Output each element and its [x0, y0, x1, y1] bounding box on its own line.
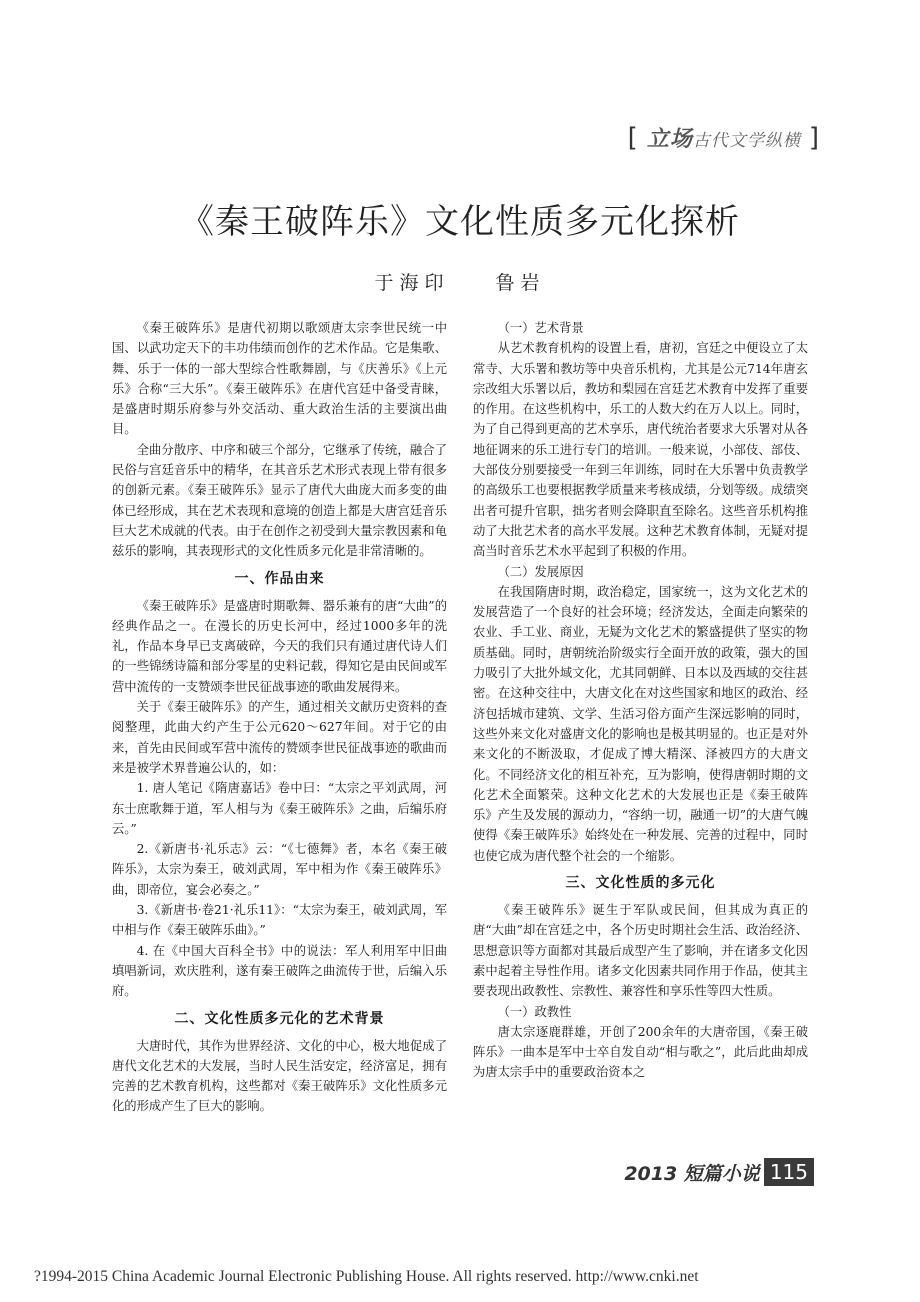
- body-paragraph: 《秦王破阵乐》是唐代初期以歌颂唐太宗李世民统一中国、以武功定天下的丰功伟绩而创作的艺术作品。它是集歌、舞、乐于一体的一部大型综合性歌舞剧，与《庆善乐》《上元乐》合称“三大乐”。《秦王破阵乐》在唐代宫廷中备受青睐，是盛唐时期乐府参与外交活动、重大政治生活的主要演出曲目。: [112, 321, 447, 437]
- body-paragraph: 1. 唐人笔记《隋唐嘉话》卷中曰：“太宗之平刘武周，河东士庶歌舞于道，军人相与为《秦王破阵乐》之曲，后编乐府云。”: [112, 781, 447, 836]
- author-name: 于海印: [374, 272, 450, 294]
- body-paragraph: 4. 在《中国大百科全书》中的说法：军人利用军中旧曲填唱新词，欢庆胜利，遂有秦王破阵之曲流传于世，后编入乐府。: [112, 943, 447, 999]
- header-category: 古代文学纵横: [692, 131, 801, 151]
- subsection-heading: （一）艺术背景: [497, 321, 584, 335]
- header-bracket-open: [: [627, 123, 639, 153]
- right-column: [473, 318, 808, 1083]
- body-paragraph: 《秦王破阵乐》是盛唐时期歌舞、器乐兼有的唐“大曲”的经典作品之一。在漫长的历史长河中，经过1000多年的洗礼，作品本身早已支离破碎，今天的我们只有通过唐代诗人们的一些锦绣诗篇和部分零星的史料记载，得知它是由民间或军营中流传的一支赞颂李世民征战事迹的歌曲发展得来。: [112, 598, 447, 694]
- column-header: [628, 122, 820, 153]
- section-heading: 二、文化性质多元化的艺术背景: [174, 1010, 385, 1027]
- header-brand: 立场: [646, 127, 693, 152]
- article-title: 《秦王破阵乐》文化性质多元化探析: [180, 202, 740, 242]
- article-authors: [0, 268, 920, 295]
- section-heading: 一、作品由来: [234, 570, 325, 587]
- subsection-heading: （二）发展原因: [497, 564, 584, 579]
- body-paragraph: 关于《秦王破阵乐》的产生，通过相关文献历史资料的查阅整理，此曲大约产生于公元620～627年间。对于它的由来，首先由民间或军营中流传的赞颂李世民征战事迹的歌曲而来是被学术界普遍公认的，如：: [112, 700, 447, 775]
- body-paragraph: 唐太宗逐鹿群雄，开创了200余年的大唐帝国，《秦王破阵乐》一曲本是军中士卒自发自动“相与歌之”，此后此曲却成为唐太宗手中的重要政治资本之: [473, 1024, 808, 1080]
- copyright-line: ?1994-2015 China Academic Journal Electronic Publishing House. All rights reserved. http://www.cnki.net: [34, 1268, 699, 1285]
- left-column: [112, 318, 447, 1117]
- body-paragraph: 3.《新唐书·卷21·礼乐11》：“太宗为秦王，破刘武周，军中相与作《秦王破阵乐曲》。”: [112, 903, 447, 938]
- header-bracket-close: ]: [808, 123, 820, 153]
- body-paragraph: 2.《新唐书·礼乐志》云：“《七德舞》者，本名《秦王破阵乐》，太宗为秦王，破刘武周，军中相为作《秦王破阵乐》曲，即帝位，宴会必奏之。”: [112, 842, 447, 897]
- journal-footer: [624, 1157, 814, 1187]
- body-paragraph: 《秦王破阵乐》诞生于军队或民间，但其成为真正的唐“大曲”却在宫廷之中，各个历史时期社会生活、政治经济、思想意识等方面都对其最后成型产生了影响，并在诸多文化因素中起着主导性作用。诸多文化因素共同作用于作品，使其主要表现出政教性、宗教性、兼容性和享乐性等四大性质。: [473, 903, 808, 999]
- body-paragraph: 全曲分散序、中序和破三个部分，它继承了传统，融合了民俗与宫廷音乐中的精华，在其音乐艺术形式表现上带有很多的创新元素。《秦王破阵乐》显示了唐代大曲庞大而多变的曲体已经形成，其在艺术表现和意境的创造上都是大唐宫廷音乐巨大艺术成就的代表。由于在创作之初受到大量宗教因素和龟兹乐的影响，其表现形式的文化性质多元化是非常清晰的。: [112, 442, 447, 559]
- section-heading: 三、文化性质的多元化: [565, 875, 716, 892]
- page-number: 115: [764, 1158, 814, 1186]
- body-paragraph: 大唐时代，其作为世界经济、文化的中心，极大地促成了唐代文化艺术的大发展，当时人民生活安定，经济富足，拥有完善的艺术教育机构，这些都对《秦王破阵乐》文化性质多元化的形成产生了巨大的影响。: [112, 1038, 447, 1114]
- body-paragraph: 从艺术教育机构的设置上看，唐初，宫廷之中便设立了太常寺、大乐署和教坊等中央音乐机构，尤其是公元714年唐玄宗改组大乐署以后，教坊和梨园在宫廷艺术教育中发挥了重要的作用。在这些机构中，乐工的人数大约在万人以上。同时，为了自己得到更高的艺术享乐，唐代统治者要求大乐署对从各地征调来的乐工进行专门的培训。一般来说，小部伎、部伎、大部伎分别要接受一年到三年训练，同时在大乐署中负责教学的高级乐工也要根据教学质量来考核成绩，分划等级。成绩突出者可提升官职，拙劣者则会降职直至除名。这些音乐机构推动了大批艺术者的高水平发展。这种艺术教育体制，无疑对提高当时音乐艺术水平起到了积极的作用。: [473, 341, 808, 559]
- body-paragraph: 在我国隋唐时期，政治稳定，国家统一，这为文化艺术的发展营造了一个良好的社会环境；经济发达，全面走向繁荣的农业、手工业、商业，无疑为文化艺术的繁盛提供了坚实的物质基础。同时，唐朝统治阶级实行全面开放的政策，强大的国力吸引了大批外域文化，尤其同朝鲜、日本以及西域的交往甚密。在这种交往中，大唐文化在对这些国家和地区的政治、经济包括城市建筑、文学、生活习俗方面产生深远影响的同时，这些外来文化对盛唐文化的影响也是极其明显的。也正是对外来文化的不断汲取，才促成了博大精深、泽被四方的大唐文化。不同经济文化的相互补充，互为影响，使得唐朝时期的文化艺术全面繁荣。这种文化艺术的大发展也正是《秦王破阵乐》产生及发展的源动力，“容纳一切，融通一切”的大唐气魄使得《秦王破阵乐》始终处在一种发展、完善的过程中，同时也使它成为唐代整个社会的一个缩影。: [473, 584, 808, 863]
- subsection-heading: （一）政教性: [497, 1004, 572, 1019]
- journal-name: 2013 短篇小说: [624, 1162, 760, 1185]
- author-name: 鲁岩: [495, 272, 546, 294]
